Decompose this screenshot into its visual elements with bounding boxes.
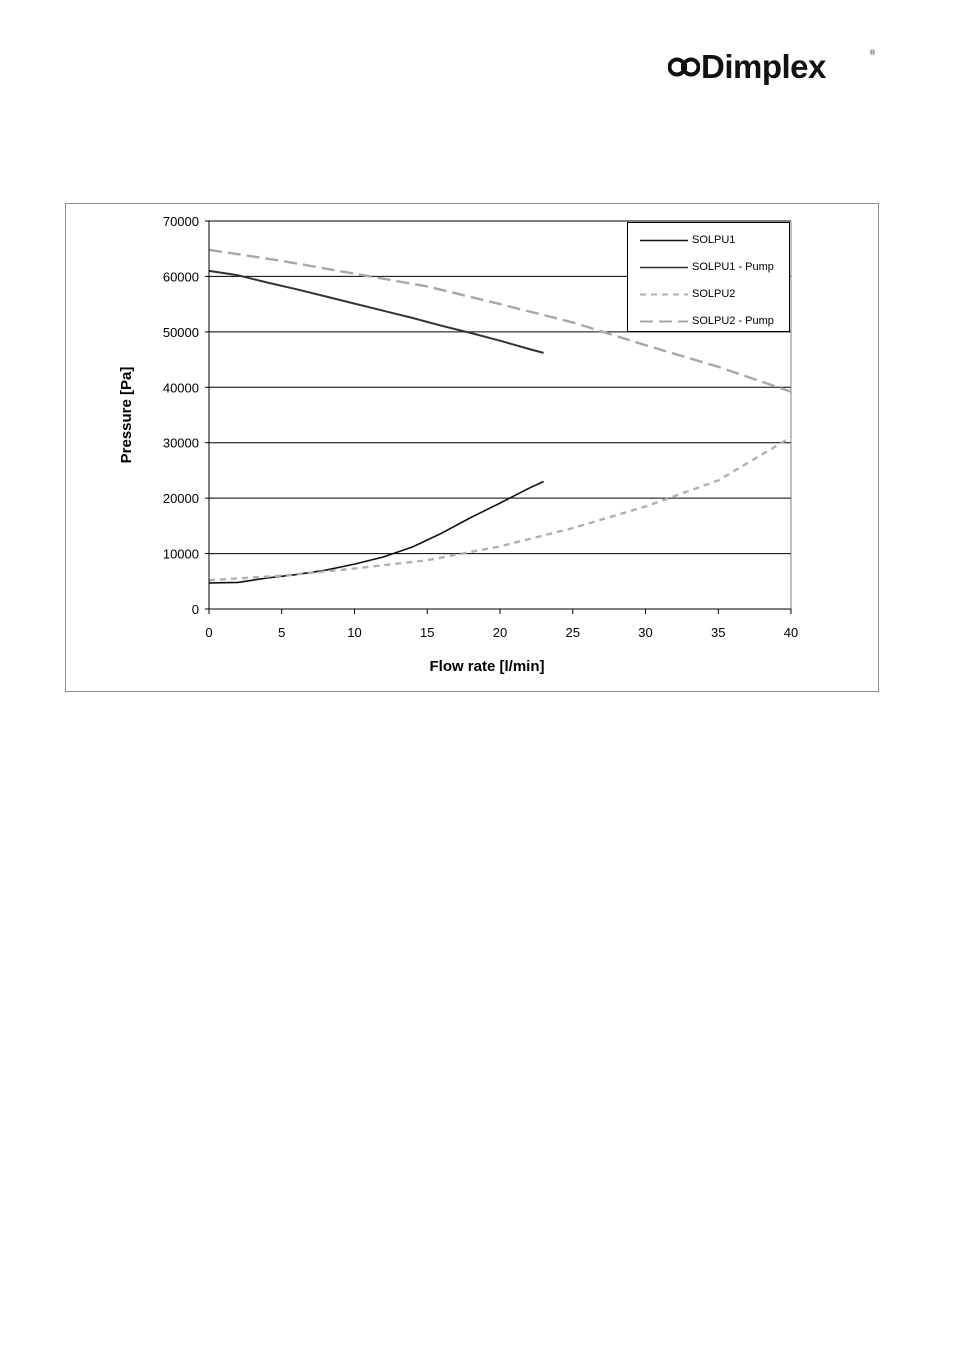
legend-label: SOLPU2: [692, 288, 736, 300]
chart-legend: [627, 222, 790, 332]
y-tick-label: 50000: [162, 324, 199, 340]
legend-swatch: [640, 266, 688, 269]
y-tick-label: 20000: [162, 491, 199, 507]
legend-item: [628, 284, 789, 304]
x-tick-label: 0: [205, 625, 213, 640]
y-tick-label: 40000: [162, 380, 199, 396]
y-tick-label: 0: [191, 602, 199, 617]
x-tick-label: 30: [638, 625, 653, 640]
series-line-solpu1-pump: [209, 271, 544, 353]
brand-name: Dimplex: [701, 48, 826, 85]
y-tick-label: 30000: [162, 435, 199, 451]
x-tick-label: 35: [711, 625, 726, 640]
x-tick-label: 25: [565, 625, 580, 640]
legend-label: SOLPU1 - Pump: [692, 261, 774, 273]
x-tick-label: 10: [347, 625, 362, 640]
x-tick-label: 20: [492, 625, 508, 640]
registered-mark: ®: [870, 50, 876, 57]
series-line-solpu1: [209, 482, 544, 583]
y-tick-label: 10000: [162, 546, 199, 562]
legend-swatch: [640, 239, 688, 242]
legend-swatch: [640, 320, 688, 323]
legend-item: [628, 230, 789, 250]
legend-label: SOLPU2 - Pump: [692, 315, 774, 327]
y-tick-label: 70000: [162, 214, 199, 229]
series-line-solpu2: [209, 437, 791, 580]
x-tick-label: 5: [278, 625, 286, 640]
x-tick-label: 15: [420, 625, 435, 640]
y-tick-label: 60000: [162, 269, 199, 285]
x-tick-label: 40: [783, 625, 799, 640]
legend-label: SOLPU1: [692, 234, 736, 246]
y-axis-title: Pressure [Pa]: [118, 366, 135, 464]
legend-item: [628, 311, 789, 331]
legend-item: [628, 257, 789, 277]
x-axis-title: Flow rate [l/min]: [429, 658, 545, 675]
legend-swatch: [640, 293, 688, 296]
